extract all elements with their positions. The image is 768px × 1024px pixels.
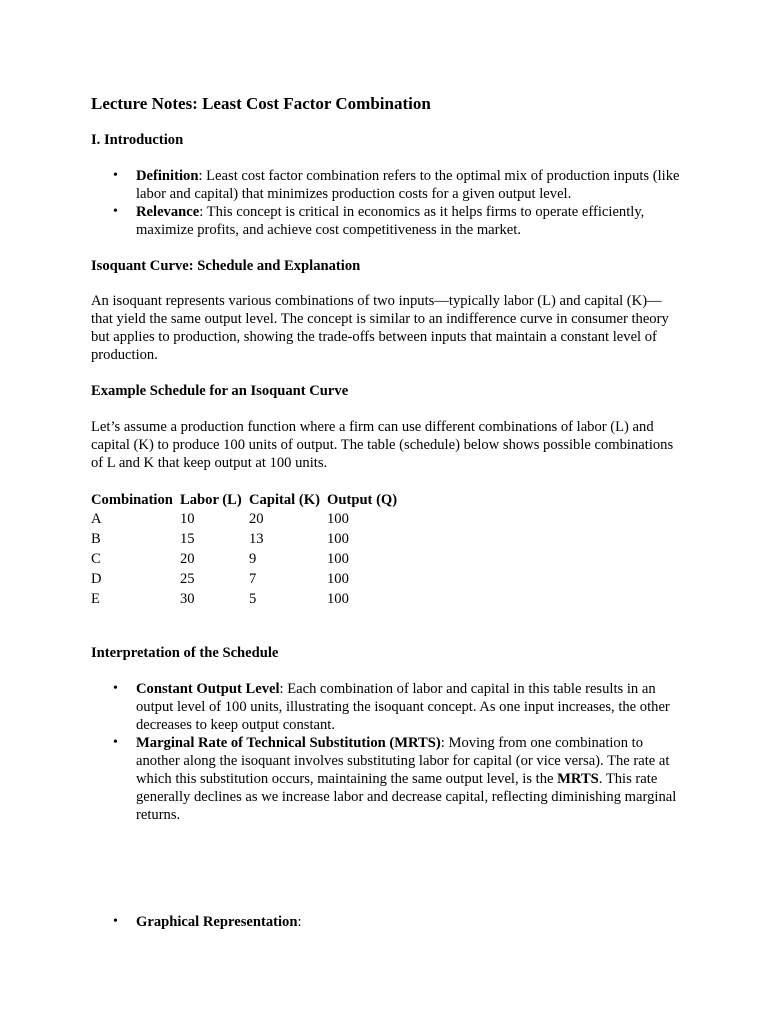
intro-heading: I. Introduction <box>91 132 184 148</box>
header-labor: Labor (L) <box>180 491 242 508</box>
graphical-representation-text: : <box>297 914 302 930</box>
cell-output: 100 <box>327 511 349 527</box>
isoquant-paragraph: An isoquant represents various combinations of two inputs—typically labor (L) and capital (K)—that yield the same output level. The concept is similar to an indifference curve in consumer theory but applies to production, showing the trade-offs between inputs that maintain a constant level of production. <box>91 293 669 363</box>
bullet-icon: • <box>113 204 118 219</box>
intro-bullet-list <box>91 167 681 239</box>
graphical-representation-bullet <box>91 913 681 931</box>
table-header-row <box>89 490 399 509</box>
mrts-text-a: : Moving from one combination to another along the isoquant involves substituting labor for capital (or vice versa). The rate at which this substitution occurs, maintaining the same output level, is the <box>136 735 670 787</box>
interpretation-heading: Interpretation of the Schedule <box>91 645 279 661</box>
cell-combination: E <box>91 591 100 607</box>
header-combination: Combination <box>91 491 173 508</box>
bullet-icon: • <box>113 168 118 183</box>
table-row <box>89 549 399 569</box>
isoquant-heading: Isoquant Curve: Schedule and Explanation <box>91 258 361 274</box>
relevance-term: Relevance <box>136 204 200 220</box>
cell-combination: C <box>91 551 101 567</box>
cell-labor: 15 <box>180 531 195 547</box>
table-row <box>89 529 399 549</box>
relevance-bullet <box>91 203 681 239</box>
mrts-text-b: . This rate generally declines as we increase labor and decrease capital, reflecting diminishing marginal returns. <box>136 771 677 823</box>
cell-combination: D <box>91 571 102 587</box>
graphical-bullet-list <box>91 913 681 931</box>
cell-combination: B <box>91 531 101 547</box>
cell-capital: 7 <box>249 571 257 587</box>
cell-output: 100 <box>327 551 349 567</box>
cell-capital: 13 <box>249 531 264 547</box>
interpretation-bullet-list <box>91 680 681 824</box>
cell-output: 100 <box>327 531 349 547</box>
example-paragraph: Let’s assume a production function where a firm can use different combinations of labor (L) and capital (K) to produce 100 units of output. The table (schedule) below shows possible combinations of L and K that keep output at 100 units. <box>91 419 674 471</box>
bullet-icon: • <box>113 681 118 696</box>
bullet-icon: • <box>113 735 118 750</box>
graphical-representation-term: Graphical Representation <box>136 914 298 930</box>
mrts-abbrev: MRTS <box>557 771 599 787</box>
cell-capital: 20 <box>249 511 264 527</box>
cell-labor: 25 <box>180 571 195 587</box>
header-capital: Capital (K) <box>249 491 320 508</box>
constant-output-bullet <box>91 680 681 734</box>
page-title: Lecture Notes: Least Cost Factor Combination <box>91 94 431 113</box>
table-row <box>89 569 399 589</box>
cell-output: 100 <box>327 591 349 607</box>
definition-term: Definition <box>136 168 199 184</box>
cell-capital: 9 <box>249 551 257 567</box>
cell-labor: 10 <box>180 511 195 527</box>
cell-capital: 5 <box>249 591 257 607</box>
cell-output: 100 <box>327 571 349 587</box>
bullet-icon: • <box>113 914 118 929</box>
header-output: Output (Q) <box>327 491 398 508</box>
mrts-term: Marginal Rate of Technical Substitution (MRTS) <box>136 735 441 751</box>
table-row <box>89 509 399 529</box>
definition-bullet <box>91 167 681 203</box>
mrts-bullet <box>91 734 681 824</box>
cell-combination: A <box>91 511 102 527</box>
cell-labor: 20 <box>180 551 195 567</box>
definition-text: : Least cost factor combination refers to the optimal mix of production inputs (like labor and capital) that minimizes production costs for a given output level. <box>136 168 680 202</box>
relevance-text: : This concept is critical in economics as it helps firms to operate efficiently, maximize profits, and achieve cost competitiveness in the market. <box>136 204 645 238</box>
constant-output-term: Constant Output Level <box>136 681 280 697</box>
example-heading: Example Schedule for an Isoquant Curve <box>91 383 349 399</box>
constant-output-text: : Each combination of labor and capital in this table results in an output level of 100 units, illustrating the isoquant concept. As one input increases, the other decreases to keep output constant. <box>136 681 670 733</box>
table-row <box>89 589 399 609</box>
isoquant-schedule-table <box>89 490 399 609</box>
cell-labor: 30 <box>180 591 195 607</box>
